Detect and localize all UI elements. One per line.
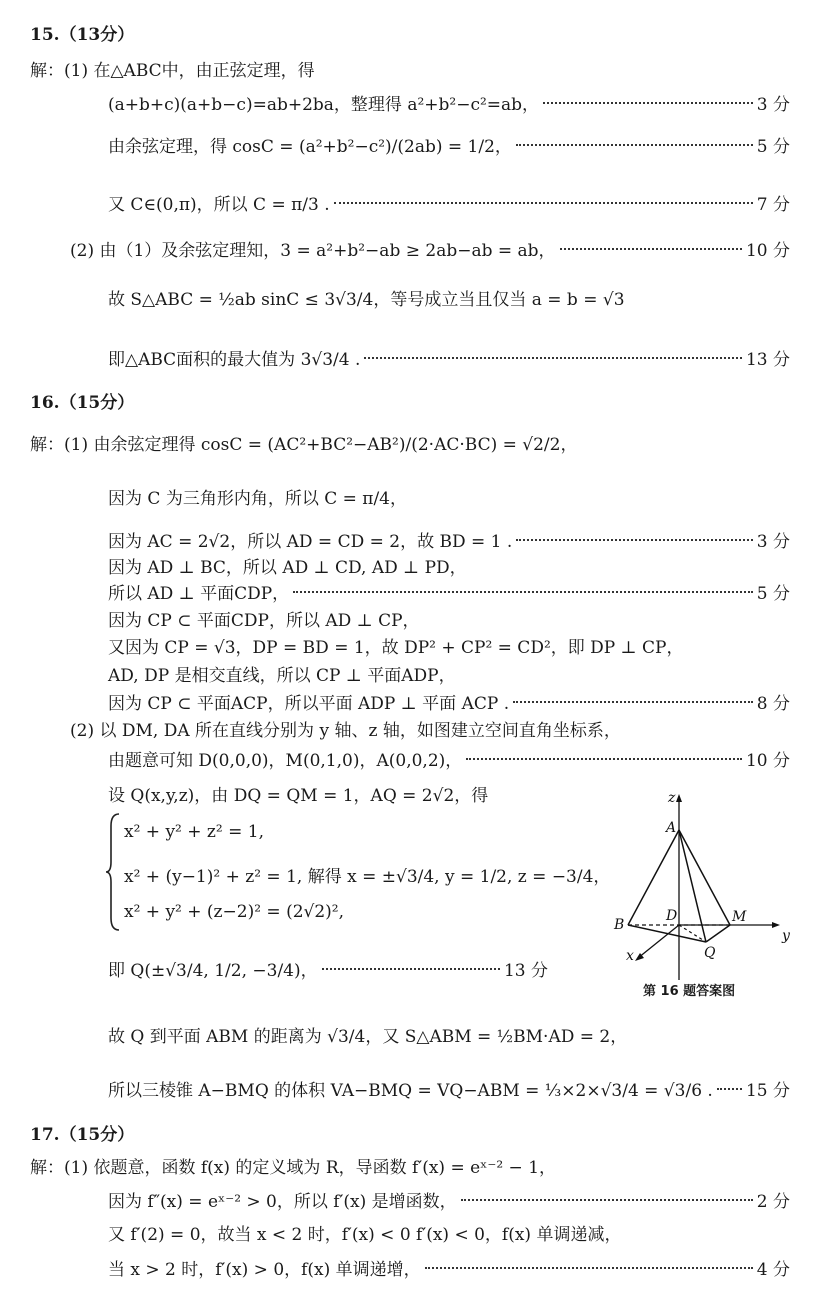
p16-line-17: 故 Q 到平面 ABM 的距离为 √3/4，又 S△ABM = ½BM·AD = 2，	[108, 1027, 628, 1047]
figure-caption: 第 16 题答案图	[643, 984, 736, 999]
score: 7 分	[756, 195, 790, 215]
system-brace	[105, 812, 123, 932]
p16-line-2: 因为 C 为三角形内角，所以 C = π/4，	[108, 489, 407, 509]
p17-line-4: 当 x > 2 时，f′(x) > 0，f(x) 单调递增， 4 分	[108, 1255, 790, 1280]
score: 5 分	[756, 137, 790, 157]
problem-17-title: 17.（15分）	[30, 1125, 135, 1145]
y-axis-arrow	[772, 922, 780, 928]
z-axis-arrow	[676, 794, 682, 802]
label-M: M	[732, 909, 747, 925]
score: 8 分	[756, 694, 790, 714]
score: 10 分	[745, 241, 790, 261]
p17-line-1: 解：(1) 依题意，函数 f(x) 的定义域为 R，导函数 f′(x) = eˣ⁻² − 1，	[30, 1158, 557, 1178]
p15-line-6: 故 S△ABC = ½ab sinC ≤ 3√3/4，等号成立当且仅当 a = b = √3	[108, 290, 625, 310]
edge-BQ	[628, 925, 706, 942]
label-z: z	[668, 790, 676, 806]
label-x: x	[626, 948, 634, 964]
label-A: A	[666, 820, 677, 836]
dot-leader	[322, 967, 500, 970]
dot-leader	[466, 757, 742, 760]
p16-line-1: 解：(1) 由余弦定理得 cosC = (AC²+BC²−AB²)/(2·AC·BC) = √2/2，	[30, 435, 578, 455]
p16-eq-2: x² + (y−1)² + z² = 1, 解得 x = ±√3/4, y = 1/2, z = −3/4，	[124, 867, 611, 887]
p15-line-1: 解：(1) 在△ABC中，由正弦定理，得	[30, 61, 315, 81]
score: 3 分	[756, 532, 790, 552]
p16-line-16: 即 Q(±√3/4, 1/2, −3/4)， 13 分	[108, 956, 548, 981]
p16-line-10: (2) 以 DM, DA 所在直线分别为 y 轴、z 轴，如图建立空间直角坐标系，	[70, 721, 621, 741]
label-B: B	[614, 917, 625, 933]
edge-QM	[706, 925, 730, 942]
dot-leader	[513, 700, 753, 703]
score: 15 分	[745, 1081, 790, 1101]
label-Q: Q	[704, 945, 716, 961]
score: 3 分	[756, 95, 790, 115]
dot-leader	[717, 1087, 742, 1090]
score: 10 分	[745, 751, 790, 771]
label-y: y	[782, 928, 790, 944]
score: 5 分	[756, 584, 790, 604]
dot-leader	[334, 201, 753, 204]
p15-line-5: (2) 由（1）及余弦定理知，3 = a²+b²−ab ≥ 2ab−ab = ab， 10 分	[70, 236, 790, 261]
p15-line-3: 由余弦定理，得 cosC = (a²+b²−c²)/(2ab) = 1/2， 5 分	[108, 132, 790, 157]
p15-line-4: 又 C∈(0,π)，所以 C = π/3 . 7 分	[108, 190, 790, 215]
p16-line-3: 因为 AC = 2√2，所以 AD = CD = 2，故 BD = 1 . 3 分	[108, 527, 790, 552]
label-D: D	[666, 908, 678, 924]
score: 13 分	[503, 961, 548, 981]
p16-line-4: 因为 AD ⊥ BC，所以 AD ⊥ CD, AD ⊥ PD，	[108, 558, 467, 578]
dot-leader	[364, 356, 742, 359]
p16-line-18: 所以三棱锥 A−BMQ 的体积 VA−BMQ = VQ−ABM = ⅓×2×√3/4 = √3/6 . 15 分	[108, 1076, 790, 1101]
tetrahedron-figure	[600, 790, 800, 1000]
score: 4 分	[756, 1260, 790, 1280]
dot-leader	[516, 143, 753, 146]
p15-line-2: (a+b+c)(a+b−c)=ab+2ba，整理得 a²+b²−c²=ab， 3 分	[108, 90, 790, 115]
p17-line-2: 因为 f″(x) = eˣ⁻² > 0，所以 f′(x) 是增函数， 2 分	[108, 1187, 790, 1212]
p16-line-8: AD, DP 是相交直线，所以 CP ⊥ 平面ADP，	[108, 666, 456, 686]
p16-line-7: 又因为 CP = √3，DP = BD = 1，故 DP² + CP² = CD²，即 DP ⊥ CP，	[108, 638, 684, 658]
p16-line-9: 因为 CP ⊂ 平面ACP，所以平面 ADP ⊥ 平面 ACP . 8 分	[108, 689, 790, 714]
dot-leader	[543, 101, 753, 104]
p16-line-11: 由题意可知 D(0,0,0)，M(0,1,0)，A(0,0,2)， 10 分	[108, 746, 790, 771]
x-axis	[638, 925, 679, 958]
p16-eq-3: x² + y² + (z−2)² = (2√2)²,	[124, 902, 345, 922]
score: 2 分	[756, 1192, 790, 1212]
p16-line-12: 设 Q(x,y,z)，由 DQ = QM = 1，AQ = 2√2，得	[108, 786, 489, 806]
dot-leader	[293, 590, 753, 593]
problem-16-title: 16.（15分）	[30, 393, 135, 413]
dot-leader	[560, 247, 742, 250]
p17-line-3: 又 f′(2) = 0，故当 x < 2 时，f′(x) < 0 f′(x) < 0，f(x) 单调递减，	[108, 1225, 622, 1245]
p15-line-7: 即△ABC面积的最大值为 3√3/4 . 13 分	[108, 345, 790, 370]
p16-line-6: 因为 CP ⊂ 平面CDP，所以 AD ⊥ CP，	[108, 611, 420, 631]
score: 13 分	[745, 350, 790, 370]
p16-line-5: 所以 AD ⊥ 平面CDP， 5 分	[108, 579, 790, 604]
dot-leader	[425, 1266, 753, 1269]
dot-leader	[516, 538, 752, 541]
dot-leader	[461, 1198, 753, 1201]
problem-15-title: 15.（13分）	[30, 25, 135, 45]
p16-eq-1: x² + y² + z² = 1,	[124, 822, 264, 842]
edge-AM	[679, 830, 730, 925]
